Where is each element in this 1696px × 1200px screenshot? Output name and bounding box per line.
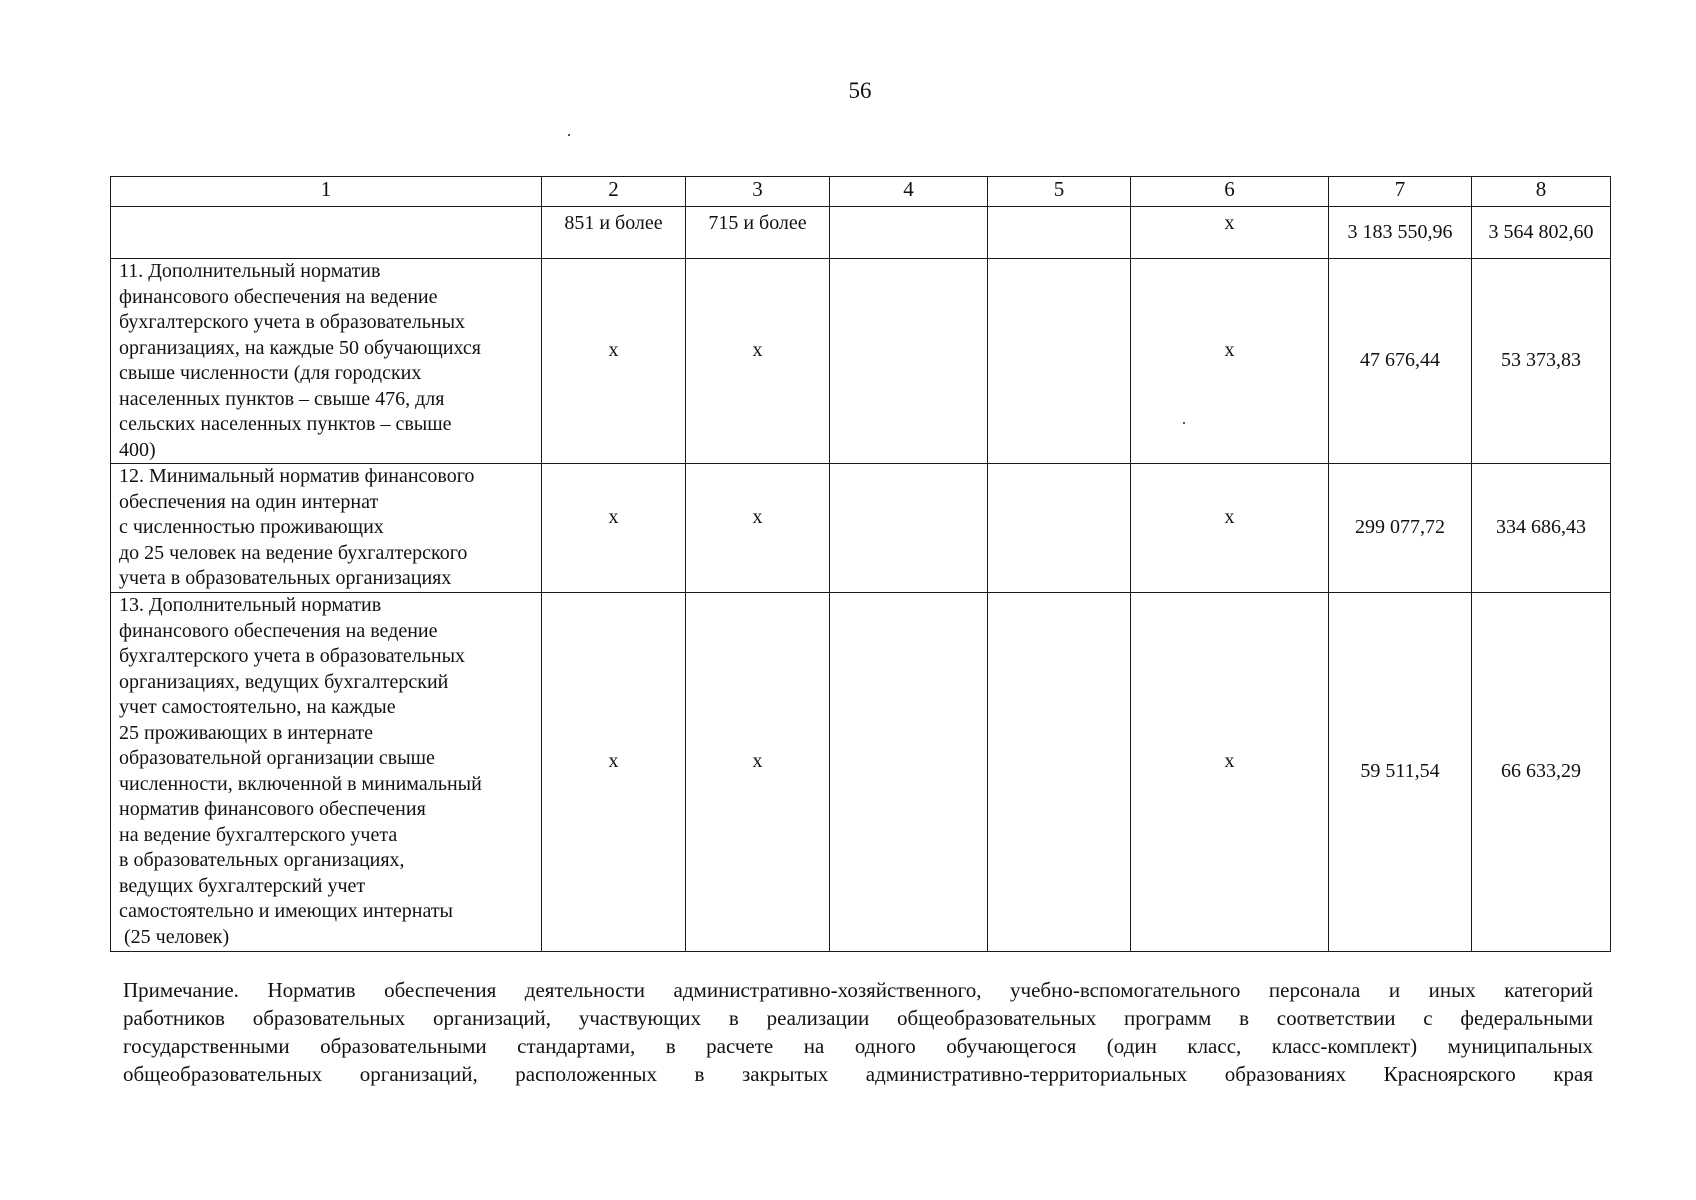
table-cell: х xyxy=(1131,207,1329,259)
description-line: образовательной организации свыше xyxy=(119,747,435,769)
description-line: бухгалтерского учета в образовательных xyxy=(119,645,466,667)
description-line: 400) xyxy=(119,438,156,461)
footnote-line: Примечание. Норматив обеспечения деятельности административно-хозяйственного, учебно-вспомогательного персонала и иных категорий xyxy=(123,978,1593,1002)
table-cell xyxy=(686,593,830,952)
column-number-row xyxy=(111,177,1611,207)
description-line: бухгалтерского учета в образовательных xyxy=(119,311,466,333)
normative-table xyxy=(110,176,1611,952)
description-cell xyxy=(111,207,542,259)
table-cell xyxy=(542,464,686,593)
table-cell xyxy=(1131,259,1329,464)
description-line: организациях, на каждые 50 обучающихся xyxy=(119,336,481,359)
not-applicable-mark: х xyxy=(1224,339,1235,362)
description-line: 25 проживающих в интернате xyxy=(119,721,373,744)
table-cell xyxy=(542,259,686,464)
table-row xyxy=(111,207,1611,259)
description-line: самостоятельно и имеющих интернаты xyxy=(119,900,453,922)
table-row xyxy=(111,464,1611,593)
description-line: до 25 человек на ведение бухгалтерского xyxy=(119,541,468,564)
amount-cell: 59 511,54 xyxy=(1329,593,1472,952)
description-line: ведущих бухгалтерский учет xyxy=(119,874,366,897)
column-number: 5 xyxy=(988,177,1131,207)
table-cell xyxy=(686,464,830,593)
column-number: 3 xyxy=(686,177,830,207)
description-line: сельских населенных пунктов – свыше xyxy=(119,413,452,435)
table-cell xyxy=(988,593,1131,952)
column-number: 6 xyxy=(1131,177,1329,207)
amount-cell: 66 633,29 xyxy=(1472,593,1611,952)
footnote xyxy=(123,976,1593,1088)
description-line: 11. Дополнительный норматив xyxy=(119,260,381,282)
description-line: 13. Дополнительный норматив xyxy=(119,594,382,616)
table-cell xyxy=(988,207,1131,259)
table-cell xyxy=(988,464,1131,593)
footnote-line: общеобразовательных организаций, расположенных в закрытых административно-территориальных образованиях Красноярского края xyxy=(123,1062,1593,1086)
amount-cell: 53 373,83 xyxy=(1472,259,1611,464)
not-applicable-mark: х xyxy=(752,506,763,529)
table-cell: 715 и более xyxy=(686,207,830,259)
column-number: 1 xyxy=(111,177,542,207)
footnote-line: работников образовательных организаций, участвующих в реализации общеобразовательных программ в соответствии с федеральными xyxy=(123,1006,1593,1030)
description-line: свыше численности (для городских xyxy=(119,362,422,384)
not-applicable-mark: х xyxy=(608,506,619,529)
table-cell xyxy=(830,593,988,952)
table-row xyxy=(111,593,1611,952)
page-number: 56 xyxy=(848,78,872,103)
description-line: организациях, ведущих бухгалтерский xyxy=(119,670,449,693)
amount-cell: 334 686,43 xyxy=(1472,464,1611,593)
amount-cell: 299 077,72 xyxy=(1329,464,1472,593)
description-cell xyxy=(111,593,542,952)
table-cell xyxy=(1131,593,1329,952)
footnote-line: государственными образовательными стандартами, в расчете на одного обучающегося (один класс, класс-комплект) муниципальных xyxy=(123,1034,1593,1058)
description-line: населенных пунктов – свыше 476, для xyxy=(119,387,445,410)
table-cell xyxy=(830,259,988,464)
scan-speck xyxy=(568,134,570,136)
column-number: 8 xyxy=(1472,177,1611,207)
column-number: 7 xyxy=(1329,177,1472,207)
description-line: норматив финансового обеспечения xyxy=(119,798,426,820)
table-cell xyxy=(988,259,1131,464)
table-row xyxy=(111,259,1611,464)
amount-cell: 47 676,44 xyxy=(1329,259,1472,464)
description-line: 12. Минимальный норматив финансового xyxy=(119,465,475,487)
table-cell: 851 и более xyxy=(542,207,686,259)
amount-cell: 3 564 802,60 xyxy=(1472,207,1611,259)
description-line: на ведение бухгалтерского учета xyxy=(119,823,398,846)
not-applicable-mark: х xyxy=(608,750,619,773)
description-line: учета в образовательных организациях xyxy=(119,567,452,589)
column-number: 4 xyxy=(830,177,988,207)
description-line: в образовательных организациях, xyxy=(119,849,405,871)
description-line: финансового обеспечения на ведение xyxy=(119,619,438,642)
not-applicable-mark: х xyxy=(1224,506,1235,529)
table-cell xyxy=(542,593,686,952)
table-cell xyxy=(830,464,988,593)
description-line: численности, включенной в минимальный xyxy=(119,772,482,795)
description-line: финансового обеспечения на ведение xyxy=(119,285,438,308)
table-cell xyxy=(686,259,830,464)
table-cell xyxy=(830,207,988,259)
not-applicable-mark: х xyxy=(752,750,763,773)
description-cell xyxy=(111,464,542,593)
description-line: с численностью проживающих xyxy=(119,516,384,538)
description-line: обеспечения на один интернат xyxy=(119,490,379,513)
amount-cell: 3 183 550,96 xyxy=(1329,207,1472,259)
not-applicable-mark: х xyxy=(608,339,619,362)
not-applicable-mark: х xyxy=(752,339,763,362)
table-cell xyxy=(1131,464,1329,593)
description-line: учет самостоятельно, на каждые xyxy=(119,696,396,718)
not-applicable-mark: х xyxy=(1224,750,1235,773)
description-line: (25 человек) xyxy=(119,925,230,948)
description-cell xyxy=(111,259,542,464)
column-number: 2 xyxy=(542,177,686,207)
